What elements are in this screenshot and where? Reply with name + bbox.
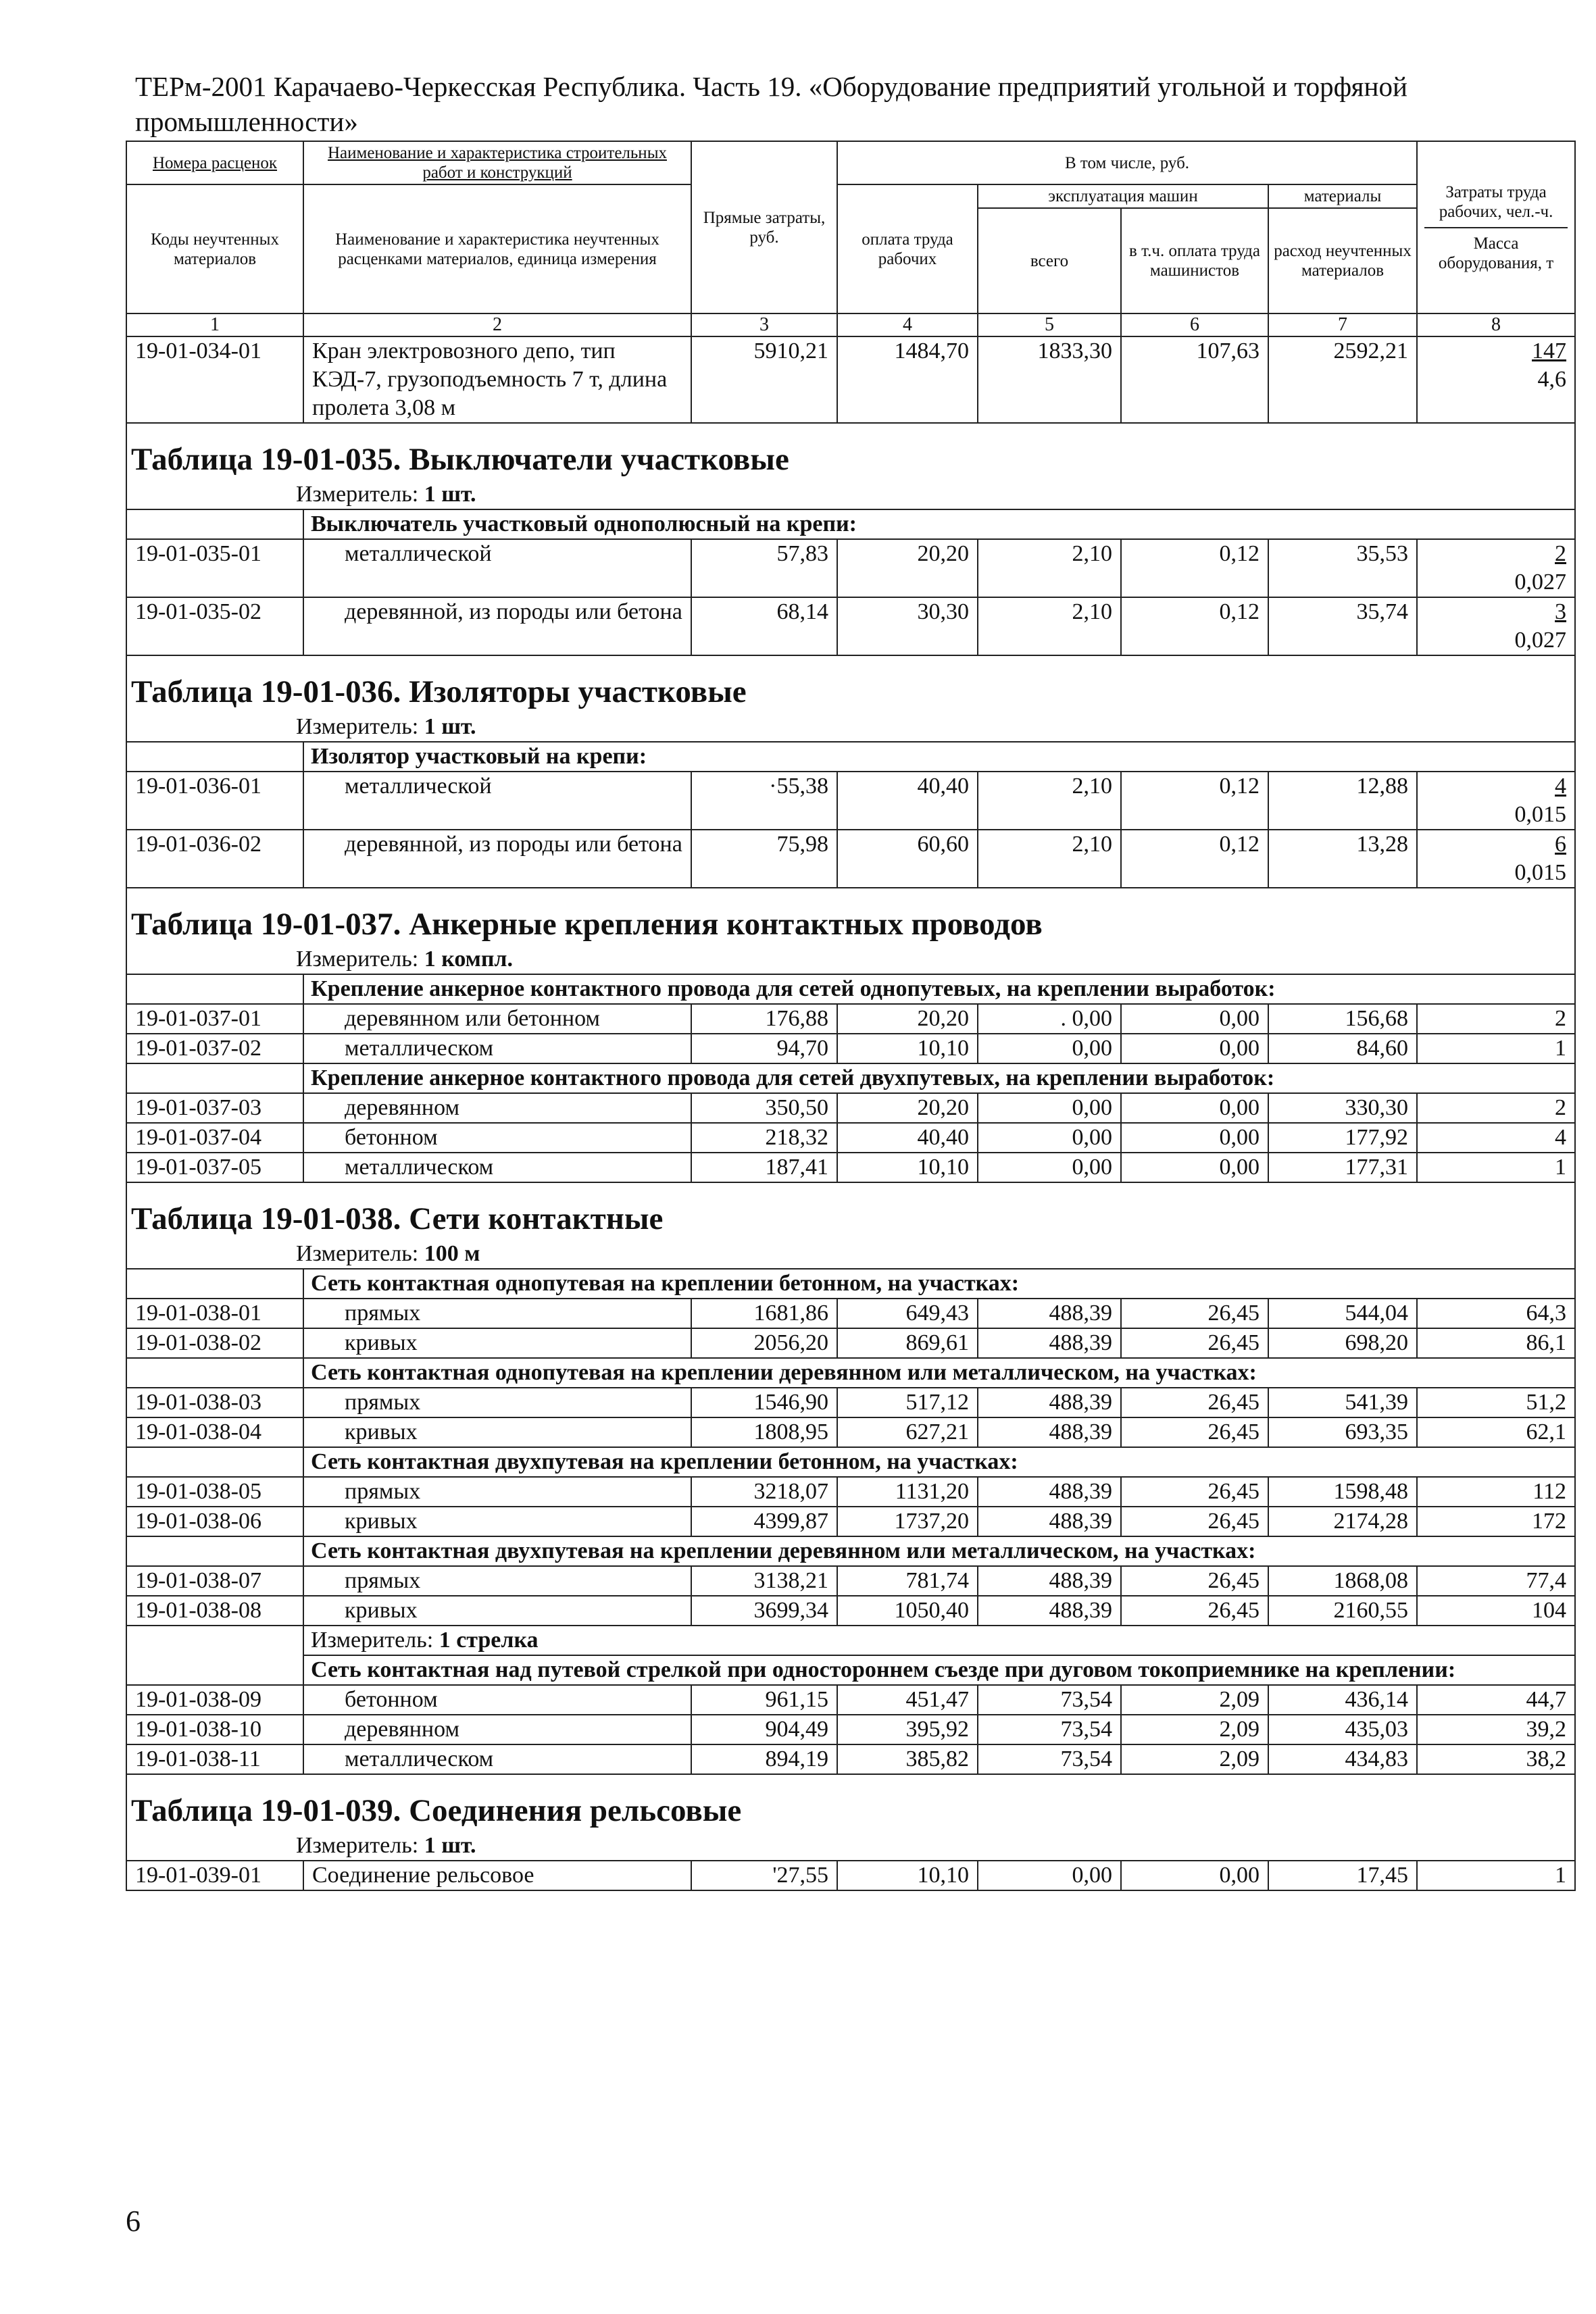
col-header-labor-mass (1417, 141, 1575, 313)
labor-hours: 38,2 (1417, 1744, 1575, 1774)
labor-pay: 517,12 (837, 1388, 978, 1417)
col-num-1: 1 (126, 313, 303, 336)
price-table (126, 141, 1576, 1891)
table-row (126, 597, 1575, 655)
machines-total: 73,54 (978, 1685, 1121, 1715)
direct-costs: 3218,07 (691, 1477, 837, 1507)
materials: 544,04 (1268, 1299, 1417, 1328)
group-heading: Сеть контактная над путевой стрелкой при одностороннем съезде при дуговом токоприемнике на креплении: (303, 1655, 1575, 1685)
machinist-pay: 26,45 (1121, 1299, 1268, 1328)
rate-code: 19-01-038-05 (126, 1477, 303, 1507)
table-row (126, 1861, 1575, 1890)
direct-costs: 176,88 (691, 1004, 837, 1034)
section-title-row (126, 1182, 1575, 1240)
labor-pay: 451,47 (837, 1685, 978, 1715)
labor-hours: 64,3 (1417, 1299, 1575, 1328)
machinist-pay: 0,00 (1121, 1034, 1268, 1063)
rate-name: бетонном (303, 1123, 691, 1153)
materials: 13,28 (1268, 830, 1417, 888)
col-header-material-codes: Коды неучтенных материалов (126, 184, 303, 313)
group-row (126, 742, 1575, 772)
labor-hours: 4 (1417, 1123, 1575, 1153)
machines-total: 1833,30 (978, 336, 1121, 423)
measure-value: 1 шт. (424, 482, 476, 507)
labor-pay: 20,20 (837, 1004, 978, 1034)
col-num-6: 6 (1121, 313, 1268, 336)
rate-name: металлической (303, 772, 691, 830)
group-heading: Крепление анкерное контактного провода для сетей двухпутевых, на креплении выработок: (303, 1063, 1575, 1093)
labor-hours: 4 (1555, 774, 1567, 799)
section-title: Таблица 19-01-039. Соединения рельсовые (126, 1774, 1575, 1832)
labor-pay: 20,20 (837, 539, 978, 597)
col-num-5: 5 (978, 313, 1121, 336)
direct-costs: 68,14 (691, 597, 837, 655)
equipment-mass: 4,6 (1537, 367, 1567, 392)
group-heading: Изолятор участковый на крепи: (303, 742, 1575, 772)
group-row (126, 974, 1575, 1004)
rate-code: 19-01-035-01 (126, 539, 303, 597)
rate-code: 19-01-038-07 (126, 1566, 303, 1596)
machinist-pay: 0,12 (1121, 830, 1268, 888)
col-header-machines-total: всего (978, 208, 1121, 313)
rate-name: Кран электровозного депо, тип КЭД-7, грузоподъемность 7 т, длина пролета 3,08 м (303, 336, 691, 423)
direct-costs: 187,41 (691, 1153, 837, 1182)
col-header-rate-numbers: Номера расценок (126, 141, 303, 184)
labor-pay: 60,60 (837, 830, 978, 888)
rate-name: Соединение рельсовое (303, 1861, 691, 1890)
labor-pay: 10,10 (837, 1034, 978, 1063)
measure-value: 1 компл. (424, 947, 514, 972)
materials: 2174,28 (1268, 1507, 1417, 1536)
rate-code: 19-01-038-04 (126, 1417, 303, 1447)
table-row (126, 1034, 1575, 1063)
measure-label: Измеритель: (296, 482, 419, 507)
materials: 693,35 (1268, 1417, 1417, 1447)
table-row (126, 772, 1575, 830)
col-num-4: 4 (837, 313, 978, 336)
rate-code: 19-01-037-04 (126, 1123, 303, 1153)
table-row (126, 1566, 1575, 1596)
machines-total: 488,39 (978, 1507, 1121, 1536)
direct-costs: 57,83 (691, 539, 837, 597)
rate-code: 19-01-038-08 (126, 1596, 303, 1626)
table-row (126, 1715, 1575, 1744)
measure-row (126, 1626, 1575, 1655)
group-row (126, 1536, 1575, 1566)
table-row (126, 539, 1575, 597)
rate-name: металлическом (303, 1034, 691, 1063)
group-heading: Выключатель участковый однополюсный на крепи: (303, 509, 1575, 539)
rate-name: прямых (303, 1388, 691, 1417)
group-heading: Сеть контактная однопутевая на креплении бетонном, на участках: (303, 1269, 1575, 1299)
machines-total: 73,54 (978, 1715, 1121, 1744)
section-title: Таблица 19-01-036. Изоляторы участковые (126, 655, 1575, 713)
labor-hours: 1 (1417, 1153, 1575, 1182)
section-title-row (126, 888, 1575, 945)
materials: 177,92 (1268, 1123, 1417, 1153)
rate-code: 19-01-038-10 (126, 1715, 303, 1744)
col-header-materials: материалы (1268, 184, 1417, 208)
materials: 17,45 (1268, 1861, 1417, 1890)
labor-hours: 51,2 (1417, 1388, 1575, 1417)
materials: 434,83 (1268, 1744, 1417, 1774)
materials: 330,30 (1268, 1093, 1417, 1123)
measure-unit (303, 1626, 1575, 1655)
direct-costs: 218,32 (691, 1123, 837, 1153)
section-title: Таблица 19-01-038. Сети контактные (126, 1182, 1575, 1240)
machines-total: 2,10 (978, 772, 1121, 830)
rate-name: прямых (303, 1299, 691, 1328)
col-header-work-name: Наименование и характеристика строительных работ и конструкций (303, 141, 691, 184)
direct-costs: 904,49 (691, 1715, 837, 1744)
labor-hours: 104 (1417, 1596, 1575, 1626)
table-row (126, 1093, 1575, 1123)
measure-value: 100 м (424, 1241, 480, 1266)
section-title-row (126, 1774, 1575, 1832)
group-heading: Сеть контактная однопутевая на креплении деревянном или металлическом, на участках: (303, 1358, 1575, 1388)
materials: 2592,21 (1268, 336, 1417, 423)
section-title: Таблица 19-01-037. Анкерные крепления контактных проводов (126, 888, 1575, 945)
machines-total: 2,10 (978, 830, 1121, 888)
table-row (126, 1153, 1575, 1182)
labor-hours-mass (1417, 336, 1575, 423)
table-row (126, 1004, 1575, 1034)
materials: 436,14 (1268, 1685, 1417, 1715)
machinist-pay: 0,00 (1121, 1123, 1268, 1153)
equipment-mass: 0,015 (1514, 802, 1567, 827)
header-row-2 (126, 184, 1575, 208)
rate-name: металлической (303, 539, 691, 597)
machinist-pay: 26,45 (1121, 1388, 1268, 1417)
measure-label: Измеритель: (296, 1241, 419, 1266)
column-numbers-row (126, 313, 1575, 336)
measure-unit (126, 480, 1575, 509)
header-row-1 (126, 141, 1575, 184)
measure-row (126, 1240, 1575, 1269)
equipment-mass: 0,015 (1514, 860, 1567, 885)
machinist-pay: 26,45 (1121, 1507, 1268, 1536)
rate-name: кривых (303, 1507, 691, 1536)
col-num-2: 2 (303, 313, 691, 336)
labor-pay: 627,21 (837, 1417, 978, 1447)
measure-label: Измеритель: (296, 714, 419, 739)
col-header-material-name: Наименование и характеристика неучтенных расценками материалов, единица измерения (303, 184, 691, 313)
labor-hours-mass (1417, 772, 1575, 830)
group-heading: Крепление анкерное контактного провода для сетей однопутевых, на креплении выработок: (303, 974, 1575, 1004)
rate-code: 19-01-039-01 (126, 1861, 303, 1890)
materials: 35,74 (1268, 597, 1417, 655)
direct-costs: 894,19 (691, 1744, 837, 1774)
rate-code: 19-01-038-11 (126, 1744, 303, 1774)
labor-hours: 3 (1555, 599, 1567, 624)
machines-total: 488,39 (978, 1388, 1121, 1417)
direct-costs: 75,98 (691, 830, 837, 888)
labor-pay: 40,40 (837, 772, 978, 830)
measure-row (126, 945, 1575, 974)
measure-row (126, 480, 1575, 509)
machines-total: 0,00 (978, 1034, 1121, 1063)
rate-code: 19-01-037-01 (126, 1004, 303, 1034)
measure-label: Измеритель: (296, 947, 419, 972)
col-header-labor-hours: Затраты труда рабочих, чел.-ч. (1439, 182, 1553, 221)
machinist-pay: 26,45 (1121, 1477, 1268, 1507)
table-row (126, 830, 1575, 888)
equipment-mass: 0,027 (1514, 628, 1567, 653)
section-title: Таблица 19-01-035. Выключатели участковые (126, 423, 1575, 480)
materials: 177,31 (1268, 1153, 1417, 1182)
materials: 1598,48 (1268, 1477, 1417, 1507)
measure-label: Измеритель: (311, 1628, 434, 1653)
machinist-pay: 0,12 (1121, 772, 1268, 830)
rate-code: 19-01-037-05 (126, 1153, 303, 1182)
rate-code: 19-01-038-09 (126, 1685, 303, 1715)
materials: 541,39 (1268, 1388, 1417, 1417)
labor-pay: 1050,40 (837, 1596, 978, 1626)
table-row (126, 1123, 1575, 1153)
table-row (126, 1685, 1575, 1715)
materials: 35,53 (1268, 539, 1417, 597)
labor-pay: 1737,20 (837, 1507, 978, 1536)
machinist-pay: 2,09 (1121, 1715, 1268, 1744)
measure-value: 1 шт. (424, 714, 476, 739)
labor-hours: 2 (1555, 541, 1567, 566)
materials: 84,60 (1268, 1034, 1417, 1063)
rate-code: 19-01-034-01 (126, 336, 303, 423)
measure-value: 1 шт. (424, 1833, 476, 1858)
section-title-row (126, 423, 1575, 480)
col-header-direct-costs: Прямые затраты, руб. (691, 141, 837, 313)
page-number: 6 (126, 2205, 141, 2238)
group-row (126, 1269, 1575, 1299)
materials: 1868,08 (1268, 1566, 1417, 1596)
labor-pay: 1131,20 (837, 1477, 978, 1507)
direct-costs: 961,15 (691, 1685, 837, 1715)
machines-total: 488,39 (978, 1299, 1121, 1328)
measure-label: Измеритель: (296, 1833, 419, 1858)
table-row (126, 1328, 1575, 1358)
direct-costs: ·55,38 (691, 772, 837, 830)
table-row (126, 1299, 1575, 1328)
labor-pay: 385,82 (837, 1744, 978, 1774)
table-row (126, 1477, 1575, 1507)
labor-hours: 2 (1417, 1093, 1575, 1123)
labor-hours-mass (1417, 597, 1575, 655)
machines-total: 488,39 (978, 1596, 1121, 1626)
col-header-including: В том числе, руб. (837, 141, 1417, 184)
machinist-pay: 26,45 (1121, 1566, 1268, 1596)
labor-hours: 39,2 (1417, 1715, 1575, 1744)
rate-name: деревянном или бетонном (303, 1004, 691, 1034)
machinist-pay: 0,00 (1121, 1004, 1268, 1034)
labor-hours: 77,4 (1417, 1566, 1575, 1596)
materials: 2160,55 (1268, 1596, 1417, 1626)
machines-total: . 0,00 (978, 1004, 1121, 1034)
direct-costs: 4399,87 (691, 1507, 837, 1536)
direct-costs: '27,55 (691, 1861, 837, 1890)
machines-total: 0,00 (978, 1153, 1121, 1182)
labor-pay: 10,10 (837, 1153, 978, 1182)
rate-name: деревянной, из породы или бетона (303, 830, 691, 888)
document-title: ТЕРм-2001 Карачаево-Черкесская Республика. Часть 19. «Оборудование предприятий угольной и торфяной промышленности» (135, 71, 1407, 137)
direct-costs: 5910,21 (691, 336, 837, 423)
machinist-pay: 0,00 (1121, 1153, 1268, 1182)
group-row (126, 1655, 1575, 1685)
col-header-labor-pay: оплата труда рабочих (837, 184, 978, 313)
rate-code: 19-01-038-03 (126, 1388, 303, 1417)
col-num-3: 3 (691, 313, 837, 336)
labor-hours: 62,1 (1417, 1417, 1575, 1447)
measure-unit (126, 1832, 1575, 1861)
labor-pay: 649,43 (837, 1299, 978, 1328)
materials: 698,20 (1268, 1328, 1417, 1358)
table-row (126, 1507, 1575, 1536)
table-row (126, 1388, 1575, 1417)
direct-costs: 3138,21 (691, 1566, 837, 1596)
measure-unit (126, 945, 1575, 974)
materials: 435,03 (1268, 1715, 1417, 1744)
labor-hours: 1 (1417, 1861, 1575, 1890)
labor-pay: 1484,70 (837, 336, 978, 423)
group-row (126, 1358, 1575, 1388)
rate-name: бетонном (303, 1685, 691, 1715)
machinist-pay: 26,45 (1121, 1417, 1268, 1447)
rate-code: 19-01-035-02 (126, 597, 303, 655)
group-heading: Сеть контактная двухпутевая на креплении деревянном или металлическом, на участках: (303, 1536, 1575, 1566)
group-row (126, 509, 1575, 539)
direct-costs: 3699,34 (691, 1596, 837, 1626)
labor-hours-mass (1417, 830, 1575, 888)
measure-row (126, 713, 1575, 742)
direct-costs: 1681,86 (691, 1299, 837, 1328)
labor-pay: 10,10 (837, 1861, 978, 1890)
machines-total: 488,39 (978, 1477, 1121, 1507)
labor-hours: 6 (1555, 832, 1567, 857)
labor-hours: 86,1 (1417, 1328, 1575, 1358)
materials: 12,88 (1268, 772, 1417, 830)
direct-costs: 350,50 (691, 1093, 837, 1123)
machines-total: 488,39 (978, 1328, 1121, 1358)
rate-code: 19-01-037-02 (126, 1034, 303, 1063)
machinist-pay: 107,63 (1121, 336, 1268, 423)
col-header-equipment-mass: Масса оборудования, т (1424, 227, 1568, 273)
labor-pay: 30,30 (837, 597, 978, 655)
machinist-pay: 26,45 (1121, 1596, 1268, 1626)
labor-hours: 1 (1417, 1034, 1575, 1063)
labor-pay: 869,61 (837, 1328, 978, 1358)
machines-total: 0,00 (978, 1861, 1121, 1890)
measure-value: 1 стрелка (439, 1628, 539, 1653)
rate-name: деревянном (303, 1093, 691, 1123)
rate-name: металлическом (303, 1153, 691, 1182)
machines-total: 2,10 (978, 597, 1121, 655)
direct-costs: 94,70 (691, 1034, 837, 1063)
rate-code: 19-01-036-02 (126, 830, 303, 888)
labor-pay: 20,20 (837, 1093, 978, 1123)
col-header-machines: эксплуатация машин (978, 184, 1268, 208)
machines-total: 2,10 (978, 539, 1121, 597)
col-num-7: 7 (1268, 313, 1417, 336)
rate-name: кривых (303, 1596, 691, 1626)
materials: 156,68 (1268, 1004, 1417, 1034)
machinist-pay: 2,09 (1121, 1685, 1268, 1715)
labor-hours: 2 (1417, 1004, 1575, 1034)
table-row (126, 336, 1575, 423)
machines-total: 73,54 (978, 1744, 1121, 1774)
table-row (126, 1596, 1575, 1626)
group-row (126, 1063, 1575, 1093)
rate-code: 19-01-037-03 (126, 1093, 303, 1123)
rate-name: кривых (303, 1328, 691, 1358)
machines-total: 0,00 (978, 1123, 1121, 1153)
rate-code: 19-01-038-01 (126, 1299, 303, 1328)
machinist-pay: 0,00 (1121, 1093, 1268, 1123)
machinist-pay: 0,12 (1121, 539, 1268, 597)
labor-hours: 44,7 (1417, 1685, 1575, 1715)
rate-name: деревянной, из породы или бетона (303, 597, 691, 655)
col-num-8: 8 (1417, 313, 1575, 336)
machines-total: 488,39 (978, 1417, 1121, 1447)
rate-name: прямых (303, 1477, 691, 1507)
rate-name: прямых (303, 1566, 691, 1596)
rate-code: 19-01-038-06 (126, 1507, 303, 1536)
measure-unit (126, 713, 1575, 742)
machinist-pay: 0,12 (1121, 597, 1268, 655)
labor-pay: 781,74 (837, 1566, 978, 1596)
rate-name: металлическом (303, 1744, 691, 1774)
rate-code: 19-01-038-02 (126, 1328, 303, 1358)
rate-name: деревянном (303, 1715, 691, 1744)
measure-row (126, 1832, 1575, 1861)
group-heading: Сеть контактная двухпутевая на креплении бетонном, на участках: (303, 1447, 1575, 1477)
col-header-machinist-pay: в т.ч. оплата труда машинистов (1121, 208, 1268, 313)
rate-name: кривых (303, 1417, 691, 1447)
machinist-pay: 0,00 (1121, 1861, 1268, 1890)
labor-hours: 172 (1417, 1507, 1575, 1536)
machinist-pay: 26,45 (1121, 1328, 1268, 1358)
labor-hours: 147 (1532, 338, 1567, 363)
measure-unit (126, 1240, 1575, 1269)
direct-costs: 1546,90 (691, 1388, 837, 1417)
rate-code: 19-01-036-01 (126, 772, 303, 830)
section-title-row (126, 655, 1575, 713)
machines-total: 0,00 (978, 1093, 1121, 1123)
labor-hours-mass (1417, 539, 1575, 597)
group-row (126, 1447, 1575, 1477)
equipment-mass: 0,027 (1514, 570, 1567, 595)
machinist-pay: 2,09 (1121, 1744, 1268, 1774)
table-row (126, 1744, 1575, 1774)
direct-costs: 1808,95 (691, 1417, 837, 1447)
direct-costs: 2056,20 (691, 1328, 837, 1358)
col-header-material-consumption: расход неучтенных материалов (1268, 208, 1417, 313)
labor-pay: 395,92 (837, 1715, 978, 1744)
table-row (126, 1417, 1575, 1447)
labor-pay: 40,40 (837, 1123, 978, 1153)
machines-total: 488,39 (978, 1566, 1121, 1596)
labor-hours: 112 (1417, 1477, 1575, 1507)
